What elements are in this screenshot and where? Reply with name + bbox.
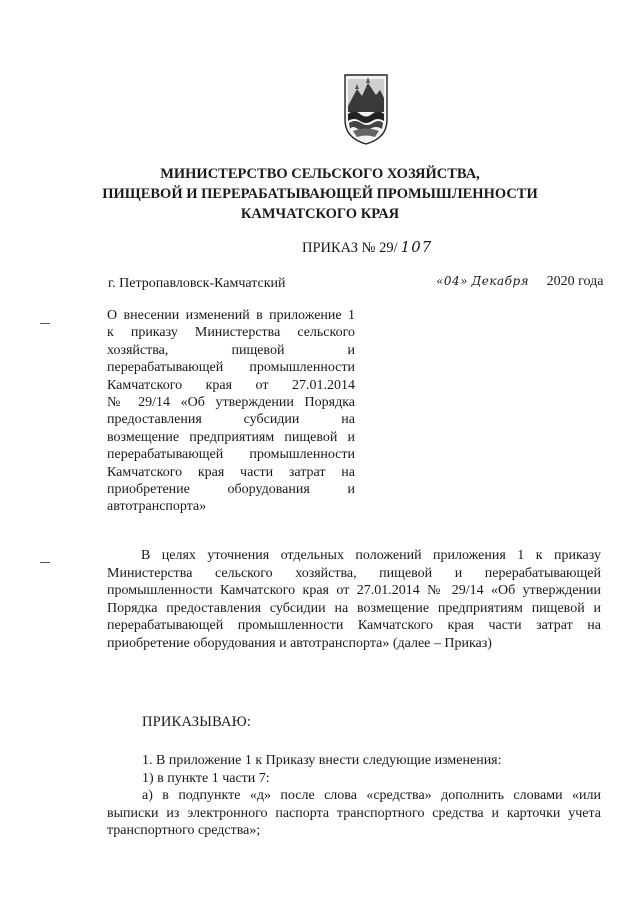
margin-mark xyxy=(40,562,50,563)
item-1-1: 1) в пункте 1 части 7: xyxy=(142,770,270,786)
order-number-handwritten: 107 xyxy=(400,238,433,256)
order-number xyxy=(302,238,432,257)
kamchatka-coat-of-arms-icon xyxy=(341,72,391,146)
subject-line: к приказу Министерства сельского xyxy=(107,325,355,341)
date-open-quote: « xyxy=(436,274,444,288)
issue-date xyxy=(436,274,603,290)
orders-heading: ПРИКАЗЫВАЮ: xyxy=(142,714,252,730)
subject-line: Камчатского края части затрат на xyxy=(107,464,355,480)
preamble-paragraph xyxy=(107,547,601,653)
subject-line: О внесении изменений в приложение 1 xyxy=(107,308,355,323)
item-a-line: транспортного средства»; xyxy=(107,823,261,839)
preamble-line: промышленности Камчатского края от 27.01.2014 № 29/14 «Об утверждении xyxy=(107,583,601,599)
margin-mark xyxy=(40,323,50,324)
subject-line: хозяйства, пищевой и xyxy=(107,342,355,358)
item-a-line: а) в подпункте «д» после слова «средства» дополнить словами «или xyxy=(142,788,601,804)
date-month-handwritten: Декабря xyxy=(471,274,530,288)
date-day-handwritten: 04 xyxy=(443,274,461,288)
preamble-line: Министерства сельского хозяйства, пищевой и перерабатывающей xyxy=(107,565,601,581)
ministry-title-line: КАМЧАТСКОГО КРАЯ xyxy=(240,206,400,222)
order-items xyxy=(107,752,601,840)
item-1: 1. В приложение 1 к Приказу внести следующие изменения: xyxy=(142,753,502,768)
subject-line: приобретение оборудования и xyxy=(107,482,355,498)
preamble-line: приобретение оборудования и автотранспорта» (далее – Приказ) xyxy=(107,635,492,651)
order-label: ПРИКАЗ № 29/ xyxy=(302,240,398,256)
subject-line: предоставления субсидии на xyxy=(107,412,355,428)
subject-line: перерабатывающей промышленности xyxy=(107,447,355,463)
item-a-line: выписки из электронного паспорта транспортного средства и карточки учета xyxy=(107,805,601,821)
subject-block xyxy=(107,307,355,516)
subject-line: Камчатского края от 27.01.2014 xyxy=(107,377,355,393)
ministry-title-line: МИНИСТЕРСТВО СЕЛЬСКОГО ХОЗЯЙСТВА, xyxy=(160,166,480,182)
subject-line: автотранспорта» xyxy=(107,499,207,515)
subject-line: возмещение предприятиям пищевой и xyxy=(107,429,355,445)
subject-line: № 29/14 «Об утверждении Порядка xyxy=(107,395,355,411)
preamble-line: Порядка предоставления субсидии на возмещение предприятиям пищевой и xyxy=(107,600,601,616)
preamble-line: перерабатывающей промышленности Камчатского края части затрат на xyxy=(107,618,601,634)
ministry-title-line: ПИЩЕВОЙ И ПЕРЕРАБАТЫВАЮЩЕЙ ПРОМЫШЛЕННОСТИ xyxy=(102,186,538,202)
subject-line: перерабатывающей промышленности xyxy=(107,360,355,376)
date-close-quote: » xyxy=(460,274,468,288)
preamble-line: В целях уточнения отдельных положений приложения 1 к приказу xyxy=(141,548,601,563)
ministry-title xyxy=(100,164,540,224)
date-year: 2020 года xyxy=(546,274,604,289)
issue-city: г. Петропавловск-Камчатский xyxy=(108,276,286,291)
